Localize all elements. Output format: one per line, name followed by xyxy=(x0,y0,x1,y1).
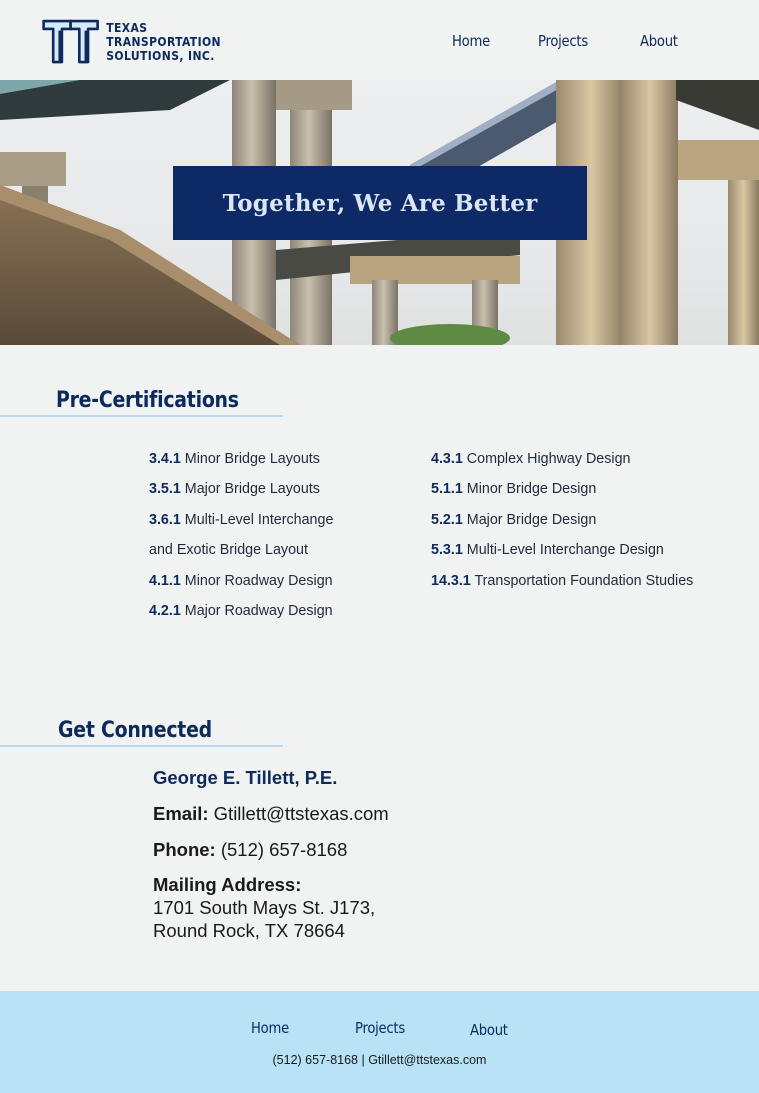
precert-item xyxy=(431,511,693,541)
phone-label: Phone: xyxy=(153,839,216,860)
precert-label: Minor Bridge Design xyxy=(466,481,597,498)
contact-divider xyxy=(0,745,283,747)
precert-label: Transportation Foundation Studies xyxy=(474,572,694,589)
brand-name xyxy=(106,21,221,63)
precert-item xyxy=(431,572,693,602)
contact-name: George E. Tillett, P.E. xyxy=(153,767,338,788)
precert-code: 14.3.1 xyxy=(431,572,471,589)
nav-projects-link[interactable]: Projects xyxy=(538,32,588,50)
precert-code: 4.1.1 xyxy=(149,572,181,589)
precert-code: 3.4.1 xyxy=(149,451,181,467)
precert-label: Complex Highway Design xyxy=(466,451,631,467)
footer-projects-link[interactable]: Projects xyxy=(355,1019,405,1037)
address-line2: Round Rock, TX 78664 xyxy=(153,920,345,941)
address-label: Mailing Address: xyxy=(153,874,302,895)
precert-item xyxy=(431,541,693,571)
site-header xyxy=(0,0,759,80)
footer-about-link[interactable]: About xyxy=(470,1021,508,1039)
precert-label: Multi-Level Interchange xyxy=(184,511,334,528)
footer-home-link[interactable]: Home xyxy=(251,1019,289,1037)
precert-label: and Exotic Bridge Layout xyxy=(149,542,308,559)
precert-list-left xyxy=(149,450,333,632)
precert-code: 3.6.1 xyxy=(149,511,181,528)
precert-item xyxy=(149,602,333,632)
precert-code: 3.5.1 xyxy=(149,481,181,498)
logo[interactable] xyxy=(41,15,221,69)
brand-name-line1: TEXAS xyxy=(106,21,148,35)
nav-home-link[interactable]: Home xyxy=(452,32,490,50)
precert-divider xyxy=(0,415,283,417)
precert-item xyxy=(149,450,333,480)
brand-name-line2: TRANSPORTATION xyxy=(106,35,221,49)
footer-contact-line: (512) 657-8168 | Gtillett@ttstexas.com xyxy=(272,1053,487,1067)
precert-item xyxy=(149,572,333,602)
contact-card xyxy=(153,766,389,942)
precert-code: 5.3.1 xyxy=(431,542,463,559)
precert-item xyxy=(431,450,693,480)
nav-about-link[interactable]: About xyxy=(640,32,678,50)
phone-link[interactable]: (512) 657-8168 xyxy=(220,839,348,860)
precert-label: Minor Roadway Design xyxy=(184,572,333,589)
brand-name-line3: SOLUTIONS, INC. xyxy=(106,49,215,63)
precert-item xyxy=(149,480,333,510)
precert-label: Major Bridge Layouts xyxy=(184,481,320,498)
precert-code: 4.3.1 xyxy=(431,451,463,467)
hero-title: Together, We Are Better xyxy=(222,189,538,217)
contact-email-row xyxy=(153,802,389,838)
hero-section xyxy=(0,80,759,345)
precert-code: 4.2.1 xyxy=(149,602,181,619)
precert-label: Major Bridge Design xyxy=(466,511,597,528)
precert-item xyxy=(149,541,333,571)
contact-phone-row xyxy=(153,838,389,874)
precert-code: 5.2.1 xyxy=(431,511,463,528)
site-footer xyxy=(0,991,759,1093)
precert-label: Minor Bridge Layouts xyxy=(184,451,320,467)
precert-item xyxy=(431,480,693,510)
precert-item xyxy=(149,511,333,541)
email-link[interactable]: Gtillett@ttstexas.com xyxy=(213,803,389,824)
precert-code: 5.1.1 xyxy=(431,481,463,498)
hero-banner xyxy=(173,166,587,240)
precert-label: Multi-Level Interchange Design xyxy=(466,542,664,559)
precert-list-right xyxy=(431,450,693,602)
tts-bridge-logo-icon xyxy=(41,15,100,69)
address-line1: 1701 South Mays St. J173, xyxy=(153,897,376,918)
precert-title: Pre-Certifications xyxy=(56,388,239,413)
email-label: Email: xyxy=(153,803,209,824)
contact-title: Get Connected xyxy=(58,718,212,743)
precert-label: Major Roadway Design xyxy=(184,602,333,619)
